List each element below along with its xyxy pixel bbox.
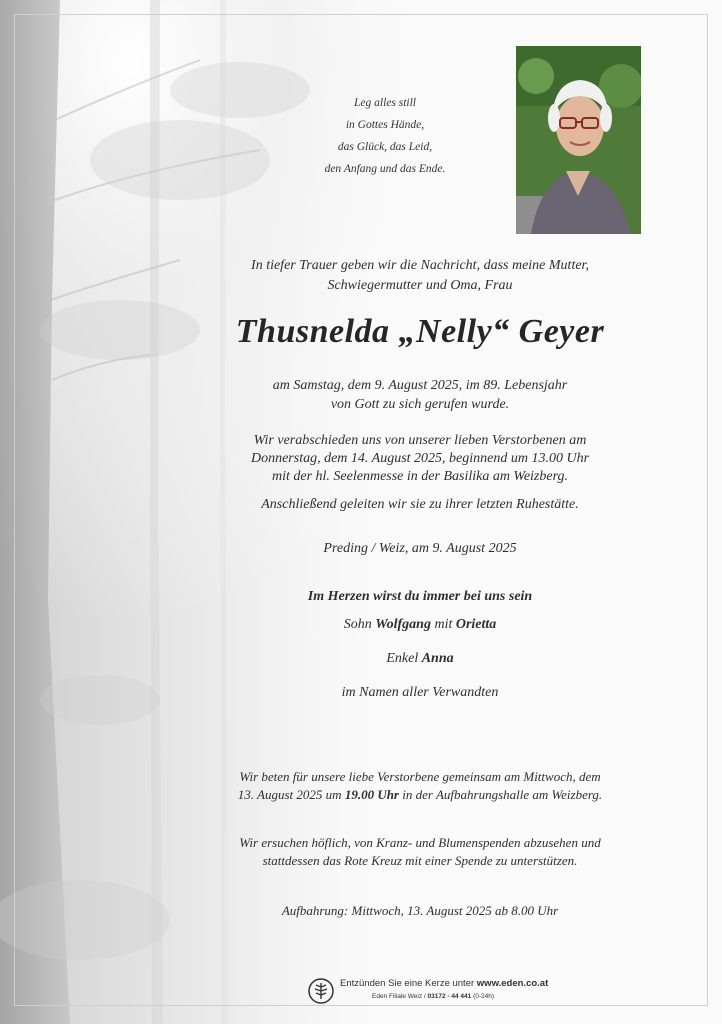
death-line: von Gott zu sich gerufen wurde.	[330, 397, 510, 412]
grand-prefix: Enkel	[386, 651, 419, 666]
funeral-info	[150, 432, 690, 486]
lying-in-state: Aufbahrung: Mittwoch, 13. August 2025 ab 8.00 Uhr	[281, 903, 559, 918]
funeral-line: Wir verabschieden uns von unserer lieben Verstorbenen am	[253, 433, 587, 448]
footer-branch: Eden Filiale Weiz /	[372, 993, 426, 1000]
intro-line: Schwiegermutter und Oma, Frau	[327, 278, 513, 293]
poem-line: in Gottes Hände,	[345, 119, 425, 131]
mourning-motto: Im Herzen wirst du immer bei uns sein	[307, 589, 533, 604]
portrait-illustration	[516, 46, 641, 234]
prayer-line	[150, 786, 690, 804]
son-partner-name: Orietta	[455, 617, 497, 632]
footer-website-link[interactable]: www.eden.co.at	[476, 978, 549, 989]
prayer-info	[150, 768, 690, 804]
footer-candle-text	[340, 978, 548, 989]
funeral-line: Donnerstag, dem 14. August 2025, beginnend um 13.00 Uhr	[250, 451, 590, 466]
footer-contact	[372, 993, 494, 1000]
place-date: Preding / Weiz, am 9. August 2025	[323, 541, 517, 556]
footer-candle-label: Entzünden Sie eine Kerze unter	[340, 978, 475, 989]
donation-request	[150, 834, 690, 870]
deceased-name: Thusnelda „Nelly“ Geyer	[235, 313, 605, 350]
footer-hours: (0-24h)	[473, 993, 495, 1000]
burial-note: Anschließend geleiten wir sie zu ihrer letzten Ruhestätte.	[261, 497, 579, 512]
donation-line: stattdessen das Rote Kreuz mit einer Spende zu unterstützen.	[262, 853, 578, 868]
son-name: Wolfgang	[375, 617, 431, 632]
mourner-son	[150, 616, 690, 634]
prayer-time: 19.00 Uhr	[344, 787, 399, 802]
eden-logo-icon	[308, 978, 334, 1004]
intro-line: In tiefer Trauer geben wir die Nachricht, dass meine Mutter,	[251, 258, 589, 273]
poem-line: das Glück, das Leid,	[337, 141, 433, 153]
portrait-photo	[516, 46, 641, 234]
death-line: am Samstag, dem 9. August 2025, im 89. Lebensjahr	[272, 378, 568, 393]
poem-line: Leg alles still	[354, 97, 416, 109]
death-notice	[150, 376, 690, 414]
prayer-date: 13. August 2025 um	[237, 787, 342, 802]
intro-text	[150, 256, 690, 296]
donation-line: Wir ersuchen höflich, von Kranz- und Blumenspenden abzusehen und	[239, 835, 601, 850]
mourner-grandchild	[150, 650, 690, 668]
mourner-relatives: im Namen aller Verwandten	[341, 685, 499, 700]
footer	[308, 976, 628, 1006]
prayer-line: Wir beten für unsere liebe Verstorbene gemeinsam am Mittwoch, dem	[239, 769, 601, 784]
grand-name: Anna	[421, 651, 454, 666]
prayer-location: in der Aufbahrungshalle am Weizberg.	[402, 787, 603, 802]
footer-phone: 03172 - 44 441	[427, 993, 472, 1000]
son-with: mit	[434, 617, 453, 632]
poem-line: den Anfang und das Ende.	[324, 163, 446, 175]
poem	[300, 92, 470, 180]
funeral-line: mit der hl. Seelenmesse in der Basilika am Weizberg.	[271, 469, 569, 484]
son-prefix: Sohn	[343, 617, 372, 632]
